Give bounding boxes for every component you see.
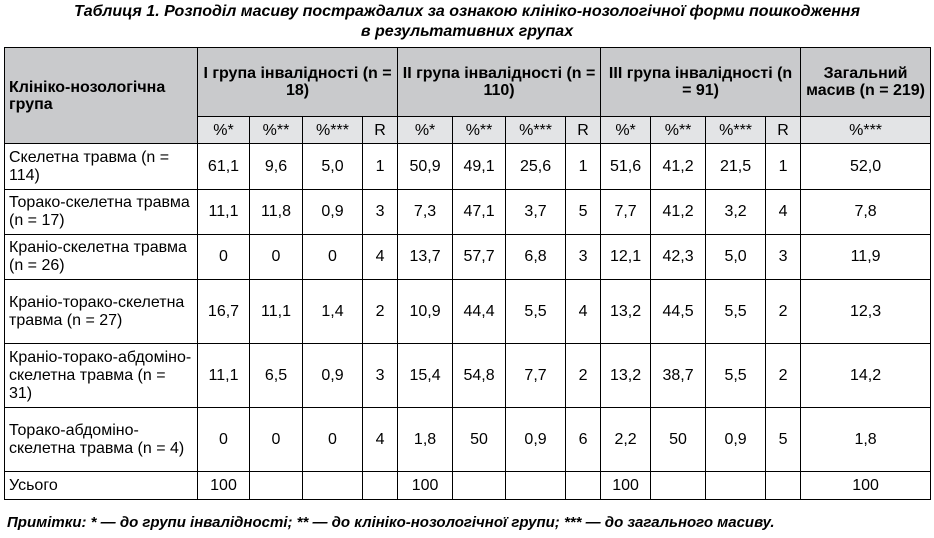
title-line-1: Таблиця 1. Розподіл масиву постраждалих за ознакою клініко-нозологічної форми пошкодження [74, 3, 860, 20]
subheader-cell: %** [651, 117, 706, 144]
table-row [5, 408, 931, 472]
table-cell: 1 [363, 144, 398, 190]
table-cell: 4 [566, 280, 601, 344]
row-label: Торако-скелетна травма (n = 17) [5, 190, 198, 235]
table-cell: 51,6 [601, 144, 651, 190]
header-total: Загальний масив (n = 219) [801, 48, 931, 117]
table-cell: 5 [566, 190, 601, 235]
table-cell: 3,2 [706, 190, 766, 235]
table-cell: 5,0 [303, 144, 363, 190]
table-cell: 2 [566, 344, 601, 408]
table-row [5, 144, 931, 190]
table-cell: 0 [303, 408, 363, 472]
table-cell: 12,1 [601, 235, 651, 280]
table-cell: 0 [250, 235, 303, 280]
subheader-cell: R [766, 117, 801, 144]
header-group1: I група інвалідності (n = 18) [198, 48, 398, 117]
table-cell: 13,7 [398, 235, 453, 280]
table-cell: 3 [363, 344, 398, 408]
table-cell: 3 [766, 235, 801, 280]
table-row [5, 472, 931, 500]
table-cell: 15,4 [398, 344, 453, 408]
table-cell: 0,9 [303, 190, 363, 235]
table-cell: 0 [250, 408, 303, 472]
subheader-cell: %*** [706, 117, 766, 144]
table-cell: 14,2 [801, 344, 931, 408]
subheader-cell: %** [453, 117, 506, 144]
table-cell: 100 [601, 472, 651, 500]
table-cell: 47,1 [453, 190, 506, 235]
table-cell: 100 [398, 472, 453, 500]
table-cell: 0 [198, 235, 250, 280]
subheader-cell: R [363, 117, 398, 144]
table-cell: 50 [651, 408, 706, 472]
table-cell: 5 [766, 408, 801, 472]
subheader-cell: R [566, 117, 601, 144]
table-cell: 6 [566, 408, 601, 472]
table-cell: 11,1 [198, 190, 250, 235]
table-cell: 7,7 [601, 190, 651, 235]
table-cell: 100 [801, 472, 931, 500]
table-cell: 50,9 [398, 144, 453, 190]
table-cell: 54,8 [453, 344, 506, 408]
table-title [0, 2, 934, 42]
table-cell: 41,2 [651, 190, 706, 235]
table-cell: 11,9 [801, 235, 931, 280]
table-cell: 7,8 [801, 190, 931, 235]
subheader-cell: %* [198, 117, 250, 144]
subheader-cell: %* [601, 117, 651, 144]
table-cell: 5,5 [506, 280, 566, 344]
table-cell: 3,7 [506, 190, 566, 235]
table-cell: 2 [363, 280, 398, 344]
table-cell [706, 472, 766, 500]
table-cell [453, 472, 506, 500]
subheader-cell: %*** [506, 117, 566, 144]
header-group2: II група інвалідності (n = 110) [398, 48, 601, 117]
table-cell: 2 [766, 344, 801, 408]
table-cell: 21,5 [706, 144, 766, 190]
row-label: Торако-абдоміно-скелетна травма (n = 4) [5, 408, 198, 472]
table-cell: 25,6 [506, 144, 566, 190]
subheader-cell: %*** [801, 117, 931, 144]
table-cell: 10,9 [398, 280, 453, 344]
header-group-col: Клініко-нозологічна група [5, 48, 198, 144]
header-row [5, 48, 931, 117]
table-cell: 1,8 [801, 408, 931, 472]
table-row [5, 280, 931, 344]
table-cell: 44,5 [651, 280, 706, 344]
table-body [5, 144, 931, 500]
table-cell: 11,1 [250, 280, 303, 344]
subheader-cell: %*** [303, 117, 363, 144]
row-label: Краніо-торако-скелетна травма (n = 27) [5, 280, 198, 344]
table-cell: 61,1 [198, 144, 250, 190]
table-cell: 16,7 [198, 280, 250, 344]
table-cell: 44,4 [453, 280, 506, 344]
table-cell: 13,2 [601, 344, 651, 408]
table-cell [303, 472, 363, 500]
table-cell: 12,3 [801, 280, 931, 344]
table-cell [250, 472, 303, 500]
table-cell: 5,0 [706, 235, 766, 280]
table-row [5, 235, 931, 280]
table-cell: 7,7 [506, 344, 566, 408]
table-cell: 3 [566, 235, 601, 280]
table-cell: 50 [453, 408, 506, 472]
table-cell [506, 472, 566, 500]
row-label: Краніо-торако-абдоміно-скелетна травма (n = 31) [5, 344, 198, 408]
table-cell: 0 [198, 408, 250, 472]
table-cell: 0,9 [506, 408, 566, 472]
table-cell: 38,7 [651, 344, 706, 408]
row-label: Краніо-скелетна травма (n = 26) [5, 235, 198, 280]
table-cell: 57,7 [453, 235, 506, 280]
table-cell [766, 472, 801, 500]
table-cell: 49,1 [453, 144, 506, 190]
subheader-cell: %** [250, 117, 303, 144]
table-row [5, 190, 931, 235]
row-label: Усього [5, 472, 198, 500]
title-line-2: в результативних групах [360, 23, 574, 40]
data-table [4, 47, 931, 500]
table-cell: 0 [303, 235, 363, 280]
table-cell: 1,8 [398, 408, 453, 472]
table-cell: 0,9 [706, 408, 766, 472]
table-cell: 5,5 [706, 280, 766, 344]
table-cell: 3 [363, 190, 398, 235]
table-cell: 7,3 [398, 190, 453, 235]
table-cell: 4 [766, 190, 801, 235]
table-cell: 52,0 [801, 144, 931, 190]
table-cell: 9,6 [250, 144, 303, 190]
header-group3: III група інвалідності (n = 91) [601, 48, 801, 117]
table-cell: 0,9 [303, 344, 363, 408]
table-cell: 6,8 [506, 235, 566, 280]
table-cell: 41,2 [651, 144, 706, 190]
table-cell: 1 [766, 144, 801, 190]
table-cell [651, 472, 706, 500]
table-cell: 2,2 [601, 408, 651, 472]
table-cell [566, 472, 601, 500]
table-cell: 1 [566, 144, 601, 190]
table-cell: 1,4 [303, 280, 363, 344]
table-cell: 11,8 [250, 190, 303, 235]
table-notes: Примітки: * — до групи інвалідності; ** — до клініко-нозологічної групи; *** — до загального масиву. [7, 514, 775, 531]
table-cell: 42,3 [651, 235, 706, 280]
table-row [5, 344, 931, 408]
table-cell: 11,1 [198, 344, 250, 408]
table-cell: 2 [766, 280, 801, 344]
table-cell: 4 [363, 408, 398, 472]
table-cell: 13,2 [601, 280, 651, 344]
table-cell: 5,5 [706, 344, 766, 408]
table-cell: 6,5 [250, 344, 303, 408]
table-cell: 4 [363, 235, 398, 280]
subheader-cell: %* [398, 117, 453, 144]
table-cell: 100 [198, 472, 250, 500]
row-label: Скелетна травма (n = 114) [5, 144, 198, 190]
table-cell [363, 472, 398, 500]
